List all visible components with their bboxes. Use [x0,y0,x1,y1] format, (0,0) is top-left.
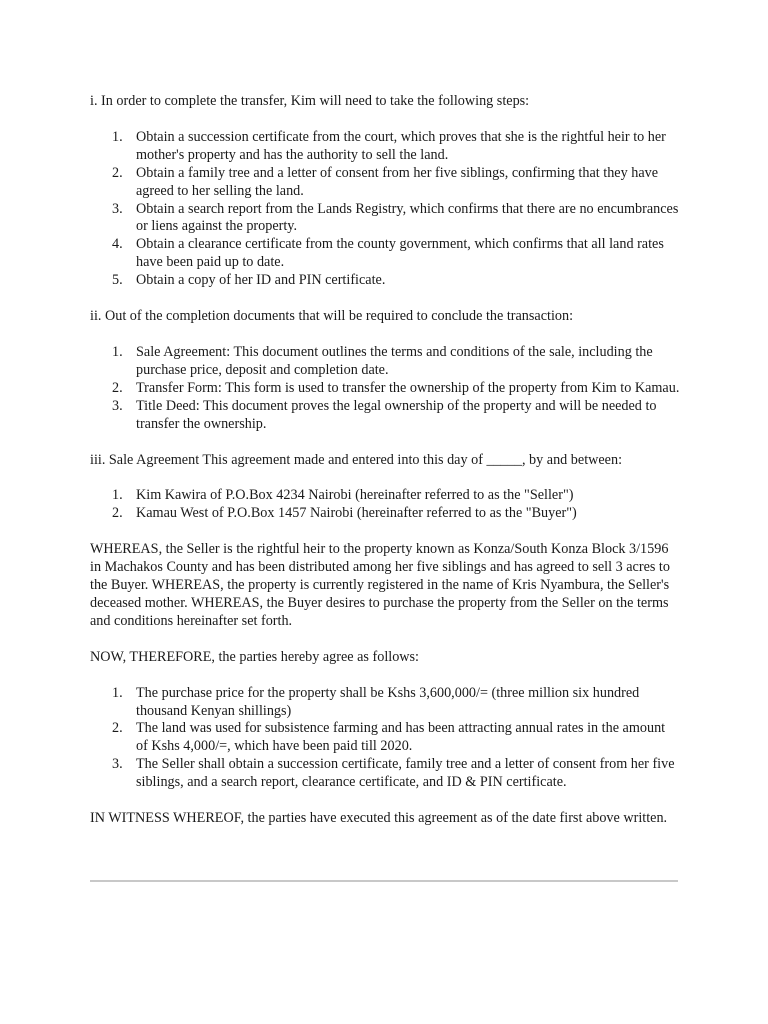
list-number: 3. [112,397,123,414]
list-item-text: Kamau West of P.O.Box 1457 Nairobi (hereinafter referred to as the "Buyer") [136,505,577,522]
list-number: 2. [112,720,123,737]
list-item [90,756,680,792]
list-item [90,720,680,756]
list-item-text: Obtain a clearance certificate from the county government, which confirms that all land rates have been paid up to date. [136,236,664,271]
list-number: 2. [112,379,123,396]
whereas-paragraph: WHEREAS, the Seller is the rightful heir to the property known as Konza/South Konza Block 3/1596 in Machakos County and has been distributed among her five siblings and has agreed to sell 3 acres to the Buyer. WHEREAS, the property is currently registered in the name of Kris Nyambura, the Seller's deceased mother. WHEREAS, the Buyer desires to purchase the property from the Seller on the terms and conditions hereinafter set forth. [90,541,670,629]
list-item-text: Obtain a search report from the Lands Registry, which confirms that there are no encumbrances or liens against the property. [136,200,679,235]
list-item-text: Transfer Form: This form is used to transfer the ownership of the property from Kim to Kamau. [136,379,680,396]
list-number: 2. [112,505,123,522]
horizontal-divider [90,880,678,882]
list-number: 4. [112,236,123,253]
list-number: 5. [112,272,123,289]
section-2-list [90,344,680,434]
list-item-text: Title Deed: This document proves the legal ownership of the property and will be needed to transfer the ownership. [136,397,657,432]
document-body [90,93,680,828]
list-item-text: Obtain a family tree and a letter of consent from her five siblings, confirming that they have agreed to her selling the land. [136,164,659,199]
list-item-text: The purchase price for the property shall be Kshs 3,600,000/= (three million six hundred thousand Kenyan shillings) [136,684,640,719]
list-item [90,685,680,721]
section-1-heading: i. In order to complete the transfer, Kim will need to take the following steps: [90,93,530,109]
list-item [90,344,680,380]
list-number: 1. [112,343,123,360]
list-item-text: Obtain a succession certificate from the court, which proves that she is the rightful heir to her mother's property and has the authority to sell the land. [136,128,666,163]
section-1-list [90,129,680,290]
list-number: 3. [112,756,123,773]
terms-list [90,685,680,792]
list-number: 1. [112,128,123,145]
list-item [90,165,680,201]
list-item [90,236,680,272]
list-item [90,201,680,237]
witness-paragraph: IN WITNESS WHEREOF, the parties have executed this agreement as of the date first above written. [90,810,668,827]
list-item-text: The land was used for subsistence farming and has been attracting annual rates in the amount of Kshs 4,000/=, which have been paid till 2020. [136,720,666,755]
list-number: 3. [112,200,123,217]
list-number: 1. [112,684,123,701]
list-item [90,129,680,165]
list-item-text: Kim Kawira of P.O.Box 4234 Nairobi (hereinafter referred to as the "Seller") [136,487,574,504]
list-item-text: The Seller shall obtain a succession certificate, family tree and a letter of consent from her five siblings, and a search report, clearance certificate, and ID & PIN certificate. [136,756,675,791]
section-3-heading: iii. Sale Agreement This agreement made and entered into this day of _____, by and between: [90,451,623,468]
list-number: 1. [112,487,123,504]
list-item [90,505,680,523]
list-item-text: Sale Agreement: This document outlines the terms and conditions of the sale, including the purchase price, deposit and completion date. [136,343,653,378]
list-item-text: Obtain a copy of her ID and PIN certificate. [136,272,386,289]
list-item [90,487,680,505]
list-item [90,398,680,434]
list-item [90,272,680,290]
therefore-heading: NOW, THEREFORE, the parties hereby agree as follows: [90,648,419,665]
section-2-heading: ii. Out of the completion documents that will be required to conclude the transaction: [90,308,574,325]
list-number: 2. [112,164,123,181]
section-3-list [90,487,680,523]
list-item [90,380,680,398]
